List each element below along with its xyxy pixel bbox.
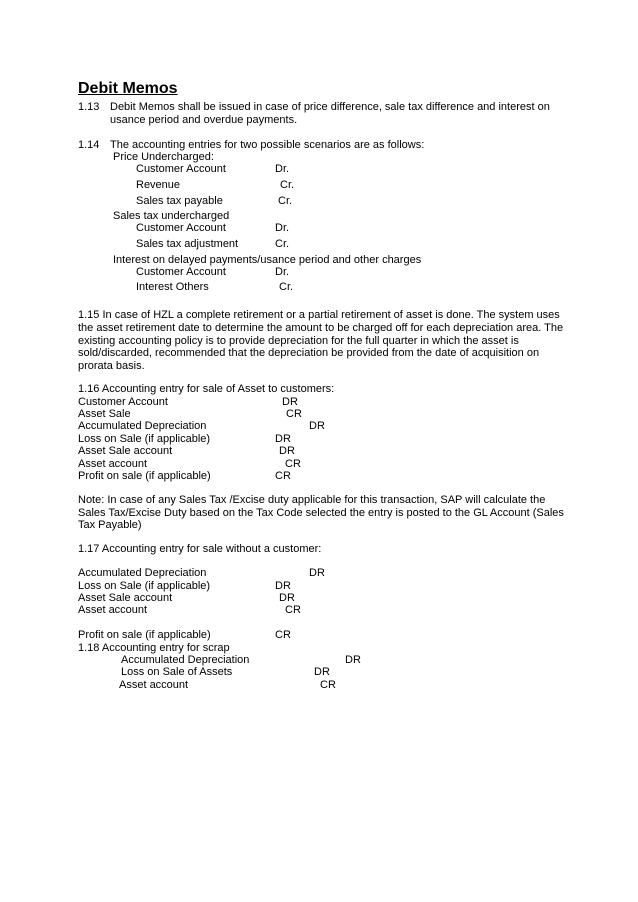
section-1-13-line-1: Debit Memos shall be issued in case of price difference, sale tax difference and interest on bbox=[110, 101, 550, 113]
entry-side: CR bbox=[320, 679, 336, 691]
entry-side: Cr. bbox=[275, 238, 290, 250]
entry-account: Asset Sale account bbox=[78, 445, 173, 457]
entry-side: DR bbox=[275, 580, 291, 592]
entry-account: Asset account bbox=[78, 604, 148, 616]
entry-side: Cr. bbox=[279, 281, 294, 293]
section-1-15-line-5: prorata basis. bbox=[78, 360, 145, 372]
entry-side: CR bbox=[275, 629, 291, 641]
note-line-3: Tax Payable) bbox=[78, 519, 142, 531]
entry-account: Loss on Sale (if applicable) bbox=[78, 433, 211, 445]
note-line-2: Sales Tax/Excise Duty based on the Tax Code selected the entry is posted to the GL Account (Sales bbox=[78, 507, 564, 519]
entry-side: CR bbox=[285, 458, 301, 470]
page-title: Debit Memos bbox=[78, 80, 178, 97]
scenario-heading: Interest on delayed payments/usance period and other charges bbox=[113, 254, 422, 266]
scenario-heading: Sales tax undercharged bbox=[113, 210, 230, 222]
section-1-18-heading: 1.18 Accounting entry for scrap bbox=[78, 642, 230, 654]
section-1-15-line-3: existing accounting policy is to provide depreciation for the full quarter in which the asset is bbox=[78, 335, 519, 347]
entry-side: CR bbox=[285, 604, 301, 616]
entry-account: Accumulated Depreciation bbox=[121, 654, 250, 666]
entry-side: Dr. bbox=[275, 222, 290, 234]
note-line-1: Note: In case of any Sales Tax /Excise duty applicable for this transaction, SAP will calculate the bbox=[78, 494, 546, 506]
section-1-15-line-4: sold/discarded, recommended that the depreciation be provided from the date of acquisition on bbox=[78, 347, 540, 359]
entry-account: Interest Others bbox=[136, 281, 209, 293]
entry-account: Profit on sale (if applicable) bbox=[78, 629, 211, 641]
entry-side: DR bbox=[309, 567, 325, 579]
entry-side: Cr. bbox=[278, 195, 293, 207]
entry-account: Customer Account bbox=[136, 266, 226, 278]
entry-side: Dr. bbox=[275, 266, 290, 278]
entry-account: Asset account bbox=[119, 679, 189, 691]
entry-account: Asset Sale bbox=[78, 408, 131, 420]
entry-account: Loss on Sale of Assets bbox=[121, 666, 233, 678]
entry-side: DR bbox=[279, 592, 295, 604]
section-1-15-line-1: 1.15 In case of HZL a complete retirement or a partial retirement of asset is done. The system uses bbox=[78, 309, 560, 321]
entry-side: CR bbox=[286, 408, 302, 420]
entry-side: DR bbox=[279, 445, 295, 457]
entry-account: Accumulated Depreciation bbox=[78, 420, 207, 432]
entry-side: Cr. bbox=[280, 179, 295, 191]
section-1-14-intro: The accounting entries for two possible scenarios are as follows: bbox=[110, 139, 425, 151]
entry-side: DR bbox=[309, 420, 325, 432]
entry-account: Customer Account bbox=[136, 163, 226, 175]
entry-account: Sales tax payable bbox=[136, 195, 223, 207]
entry-side: DR bbox=[345, 654, 361, 666]
section-1-13-line-2: usance period and overdue payments. bbox=[110, 114, 298, 126]
section-number-1-13: 1.13 bbox=[78, 101, 100, 113]
section-number-1-14: 1.14 bbox=[78, 139, 100, 151]
section-1-16-heading: 1.16 Accounting entry for sale of Asset to customers: bbox=[78, 383, 335, 395]
entry-side: DR bbox=[314, 666, 330, 678]
scenario-heading: Price Undercharged: bbox=[113, 151, 214, 163]
entry-account: Loss on Sale (if applicable) bbox=[78, 580, 211, 592]
entry-account: Asset account bbox=[78, 458, 148, 470]
entry-account: Customer Account bbox=[136, 222, 226, 234]
section-1-15-line-2: the asset retirement date to determine the amount to be charged off for each depreciation area. The bbox=[78, 322, 564, 334]
entry-side: CR bbox=[275, 470, 291, 482]
entry-side: Dr. bbox=[275, 163, 290, 175]
entry-account: Customer Account bbox=[78, 396, 168, 408]
entry-account: Sales tax adjustment bbox=[136, 238, 239, 250]
section-1-17-heading: 1.17 Accounting entry for sale without a customer: bbox=[78, 543, 322, 555]
entry-account: Revenue bbox=[136, 179, 181, 191]
entry-account: Profit on sale (if applicable) bbox=[78, 470, 211, 482]
entry-account: Asset Sale account bbox=[78, 592, 173, 604]
entry-account: Accumulated Depreciation bbox=[78, 567, 207, 579]
entry-side: DR bbox=[282, 396, 298, 408]
entry-side: DR bbox=[275, 433, 291, 445]
